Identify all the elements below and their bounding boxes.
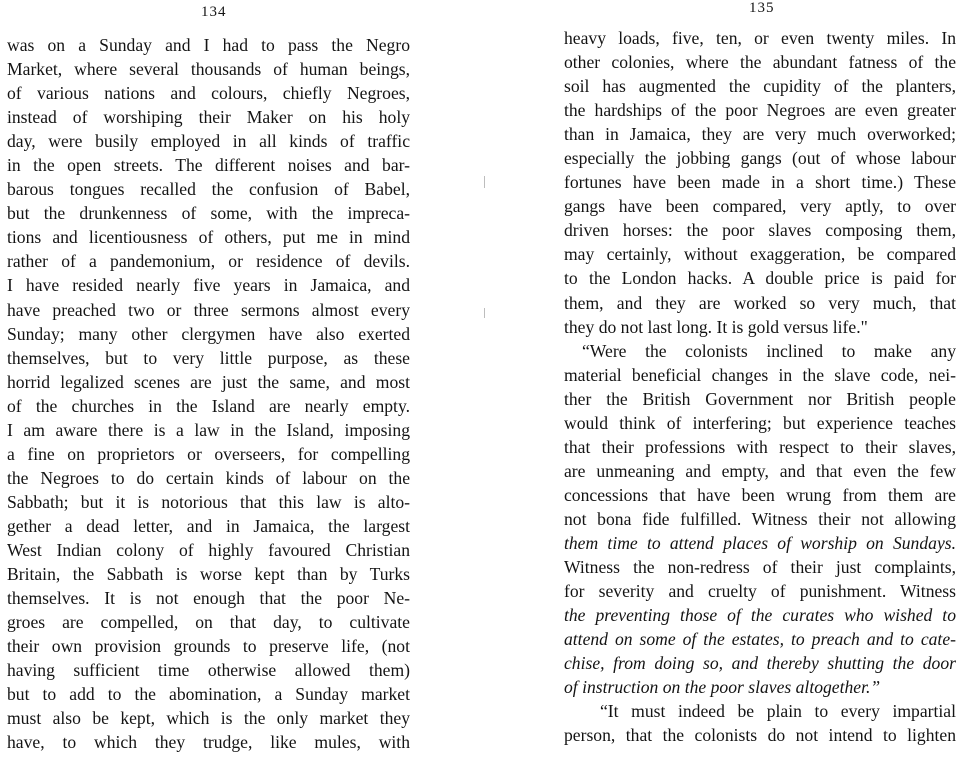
text-line: Sunday; many other clergymen have also exerted xyxy=(7,323,410,344)
text-line: not bona fide fulfilled. Witness their not allowing xyxy=(564,508,956,529)
text-line: are unmeaning and empty, and that even the few xyxy=(564,460,956,481)
text-line: especially the jobbing gangs (out of whose labour xyxy=(564,148,956,169)
text-line: but the drunkenness of some, with the impreca- xyxy=(7,203,410,224)
text-line: themselves, but to very little purpose, as these xyxy=(7,347,410,368)
text-line: attend on some of the estates, to preach and to cate- xyxy=(564,629,956,650)
text-line: than in Jamaica, they are very much overworked; xyxy=(564,124,956,145)
text-line: Sabbath; but it is notorious that this law is alto- xyxy=(7,491,410,512)
left-page-text xyxy=(7,33,410,754)
text-line: in the open streets. The different noises and bar- xyxy=(7,155,410,176)
text-line: to the London hacks. A double price is paid for xyxy=(564,268,956,289)
text-line: I am aware there is a law in the Island, imposing xyxy=(7,419,410,440)
text-line: material beneficial changes in the slave code, nei- xyxy=(564,364,956,385)
text-line: having sufficient time otherwise allowed them) xyxy=(7,660,410,681)
text-line: must also be kept, which is the only market they xyxy=(7,708,410,729)
text-line: gether a dead letter, and in Jamaica, the largest xyxy=(7,515,410,536)
text-line: a fine on proprietors or overseers, for compelling xyxy=(7,443,410,464)
text-line: have, to which they trudge, like mules, with xyxy=(7,732,410,753)
text-line: heavy loads, five, ten, or even twenty miles. In xyxy=(564,28,956,48)
text-line: instead of worshiping their Maker on his holy xyxy=(7,107,410,128)
text-line: that their professions with respect to their slaves, xyxy=(564,436,956,457)
text-line: person, that the colonists do not intend to lighten xyxy=(564,725,956,746)
text-line: would think of interfering; but experience teaches xyxy=(564,412,956,433)
left-page xyxy=(0,0,470,770)
text-line: them, and they are worked so very much, that xyxy=(564,292,956,313)
right-page-text xyxy=(564,26,956,747)
text-line: they do not last long. It is gold versus life." xyxy=(564,316,868,337)
gutter-mark xyxy=(484,176,485,188)
text-line: have preached two or three sermons almost every xyxy=(7,299,410,320)
text-line: driven horses: the poor slaves composing them, xyxy=(564,220,956,241)
text-line: of various nations and colours, chiefly Negroes, xyxy=(7,83,410,104)
text-line: gangs have been compared, very aptly, to over xyxy=(564,196,956,217)
page-number: 134 xyxy=(201,4,227,20)
gutter-mark xyxy=(484,308,485,318)
text-line: the Negroes to do certain kinds of labour on the xyxy=(7,467,410,488)
text-line: the preventing those of the curates who wished to xyxy=(564,605,956,626)
text-line: barous tongues recalled the confusion of Babel, xyxy=(7,179,410,200)
text-line: I have resided nearly five years in Jamaica, and xyxy=(7,275,410,296)
text-line: them time to attend places of worship on Sundays. xyxy=(564,532,956,553)
text-line: fortunes have been made in a short time.) These xyxy=(564,172,956,193)
text-line: themselves. It is not enough that the poor Ne- xyxy=(7,588,410,609)
text-line: was on a Sunday and I had to pass the Negro xyxy=(7,35,410,55)
text-line: horrid legalized scenes are just the same, and most xyxy=(7,371,410,392)
text-line: for severity and cruelty of punishment. Witness xyxy=(564,581,956,602)
right-page xyxy=(490,0,980,770)
text-line: Market, where several thousands of human beings, xyxy=(7,59,410,80)
text-line: soil has augmented the cupidity of the planters, xyxy=(564,76,956,97)
text-line: “Were the colonists inclined to make any xyxy=(582,340,956,361)
text-line: but to add to the abomination, a Sunday market xyxy=(7,684,410,705)
page-number: 135 xyxy=(749,0,775,16)
text-line: tions and licentiousness of others, put me in mind xyxy=(7,227,410,248)
text-line: concessions that have been wrung from them are xyxy=(564,484,956,505)
text-line: may certainly, without exaggeration, be compared xyxy=(564,244,956,265)
text-line: chise, from doing so, and thereby shutting the door xyxy=(564,653,956,674)
text-line: the hardships of the poor Negroes are even greater xyxy=(564,100,956,121)
text-line: their own provision grounds to preserve life, (not xyxy=(7,636,410,657)
text-line: day, were busily employed in all kinds of traffic xyxy=(7,131,410,152)
text-line: Witness the non-redress of their just complaints, xyxy=(564,557,956,578)
text-line: “It must indeed be plain to every impartial xyxy=(600,701,956,722)
text-line: rather of a pandemonium, or residence of devils. xyxy=(7,251,410,272)
text-line: of the churches in the Island are nearly empty. xyxy=(7,395,410,416)
text-line: West Indian colony of highly favoured Christian xyxy=(7,539,410,560)
text-line: ther the British Government nor British people xyxy=(564,388,956,409)
text-line: groes are compelled, on that day, to cultivate xyxy=(7,612,410,633)
text-line: of instruction on the poor slaves altogether.” xyxy=(564,677,881,698)
text-line: other colonies, where the abundant fatness of the xyxy=(564,52,956,73)
text-line: Britain, the Sabbath is worse kept than by Turks xyxy=(7,564,410,585)
